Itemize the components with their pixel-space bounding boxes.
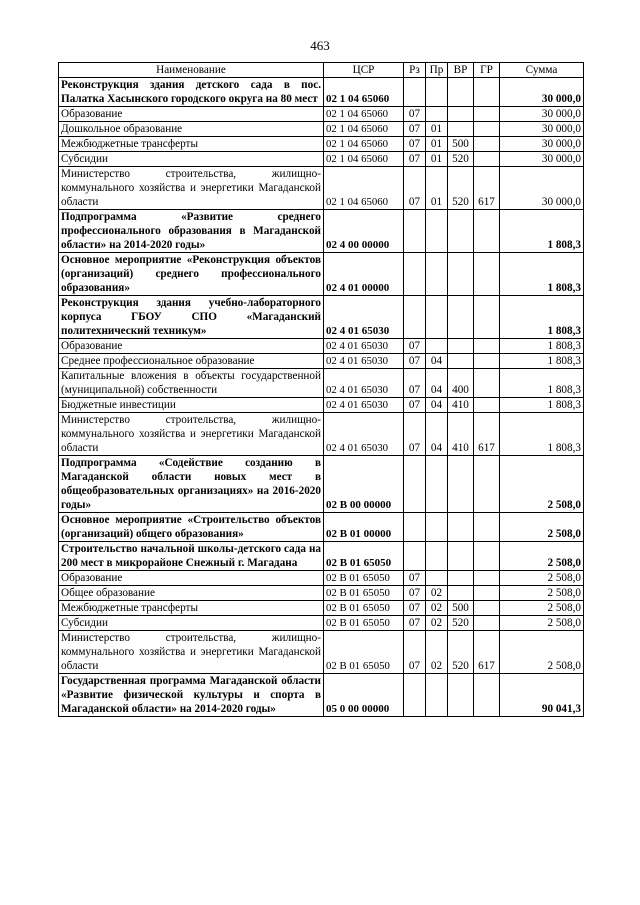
cell-rz: 07 bbox=[404, 339, 426, 354]
cell-gr bbox=[474, 296, 500, 339]
cell-csr: 02 В 01 65050 bbox=[324, 586, 404, 601]
cell-gr: 617 bbox=[474, 167, 500, 210]
cell-pr: 02 bbox=[426, 601, 448, 616]
cell-sum: 30 000,0 bbox=[500, 107, 584, 122]
table-row bbox=[59, 253, 584, 296]
cell-pr bbox=[426, 210, 448, 253]
cell-csr: 02 4 01 65030 bbox=[324, 413, 404, 456]
cell-rz: 07 bbox=[404, 616, 426, 631]
cell-vr: 520 bbox=[448, 616, 474, 631]
header-rz: Рз bbox=[404, 63, 426, 78]
cell-pr: 01 bbox=[426, 122, 448, 137]
cell-name: Министерство строительства, жилищно-коммунального хозяйства и энергетики Магаданской области bbox=[59, 413, 324, 456]
cell-rz bbox=[404, 78, 426, 107]
cell-sum: 2 508,0 bbox=[500, 586, 584, 601]
cell-gr bbox=[474, 354, 500, 369]
cell-pr: 01 bbox=[426, 167, 448, 210]
cell-pr bbox=[426, 339, 448, 354]
cell-csr: 02 4 01 65030 bbox=[324, 369, 404, 398]
cell-sum: 30 000,0 bbox=[500, 78, 584, 107]
table-row bbox=[59, 339, 584, 354]
cell-rz bbox=[404, 253, 426, 296]
cell-sum: 1 808,3 bbox=[500, 253, 584, 296]
cell-gr bbox=[474, 152, 500, 167]
cell-vr: 520 bbox=[448, 152, 474, 167]
cell-sum: 1 808,3 bbox=[500, 413, 584, 456]
cell-rz: 07 bbox=[404, 122, 426, 137]
cell-vr bbox=[448, 253, 474, 296]
cell-sum: 2 508,0 bbox=[500, 542, 584, 571]
cell-gr bbox=[474, 107, 500, 122]
budget-table bbox=[58, 62, 584, 717]
cell-name: Государственная программа Магаданской области «Развитие физической культуры и спорта в Магаданской области» на 2014-2020 годы» bbox=[59, 674, 324, 717]
cell-sum: 30 000,0 bbox=[500, 137, 584, 152]
cell-sum: 1 808,3 bbox=[500, 398, 584, 413]
cell-rz: 07 bbox=[404, 586, 426, 601]
cell-sum: 30 000,0 bbox=[500, 167, 584, 210]
cell-sum: 1 808,3 bbox=[500, 354, 584, 369]
cell-csr: 02 В 01 00000 bbox=[324, 513, 404, 542]
cell-sum: 1 808,3 bbox=[500, 296, 584, 339]
cell-vr bbox=[448, 571, 474, 586]
cell-sum: 2 508,0 bbox=[500, 631, 584, 674]
cell-rz: 07 bbox=[404, 398, 426, 413]
cell-gr bbox=[474, 674, 500, 717]
cell-pr: 02 bbox=[426, 631, 448, 674]
cell-gr bbox=[474, 137, 500, 152]
cell-gr bbox=[474, 456, 500, 513]
table-row bbox=[59, 210, 584, 253]
cell-sum: 2 508,0 bbox=[500, 616, 584, 631]
table-row bbox=[59, 137, 584, 152]
cell-csr: 02 4 01 00000 bbox=[324, 253, 404, 296]
cell-vr: 410 bbox=[448, 398, 474, 413]
cell-sum: 2 508,0 bbox=[500, 601, 584, 616]
cell-rz bbox=[404, 456, 426, 513]
cell-gr bbox=[474, 339, 500, 354]
cell-vr bbox=[448, 456, 474, 513]
cell-vr bbox=[448, 122, 474, 137]
table-row bbox=[59, 107, 584, 122]
cell-gr bbox=[474, 78, 500, 107]
cell-csr: 02 1 04 65060 bbox=[324, 137, 404, 152]
cell-name: Подпрограмма «Развитие среднего профессионального образования в Магаданской области» на 2014-2020 годы» bbox=[59, 210, 324, 253]
cell-gr bbox=[474, 253, 500, 296]
cell-rz bbox=[404, 210, 426, 253]
cell-name: Министерство строительства, жилищно-коммунального хозяйства и энергетики Магаданской области bbox=[59, 631, 324, 674]
cell-name: Реконструкция здания учебно-лабораторного корпуса ГБОУ СПО «Магаданский политехнический техникум» bbox=[59, 296, 324, 339]
cell-csr: 02 В 01 65050 bbox=[324, 616, 404, 631]
cell-rz: 07 bbox=[404, 167, 426, 210]
cell-csr: 02 1 04 65060 bbox=[324, 107, 404, 122]
cell-name: Подпрограмма «Содействие созданию в Магаданской области новых мест в общеобразовательных организациях» на 2016-2020 годы» bbox=[59, 456, 324, 513]
cell-rz: 07 bbox=[404, 631, 426, 674]
cell-vr: 500 bbox=[448, 601, 474, 616]
cell-pr: 02 bbox=[426, 616, 448, 631]
cell-sum: 2 508,0 bbox=[500, 456, 584, 513]
table-row bbox=[59, 167, 584, 210]
cell-pr: 04 bbox=[426, 398, 448, 413]
cell-pr bbox=[426, 296, 448, 339]
cell-pr bbox=[426, 513, 448, 542]
cell-name: Субсидии bbox=[59, 616, 324, 631]
cell-name: Строительство начальной школы-детского сада на 200 мест в микрорайоне Снежный г. Магадана bbox=[59, 542, 324, 571]
cell-gr: 617 bbox=[474, 413, 500, 456]
table-row bbox=[59, 296, 584, 339]
cell-rz bbox=[404, 674, 426, 717]
cell-rz: 07 bbox=[404, 601, 426, 616]
cell-sum: 1 808,3 bbox=[500, 210, 584, 253]
cell-pr: 01 bbox=[426, 152, 448, 167]
cell-gr bbox=[474, 616, 500, 631]
table-body bbox=[59, 78, 584, 717]
cell-pr: 04 bbox=[426, 413, 448, 456]
cell-csr: 02 4 00 00000 bbox=[324, 210, 404, 253]
cell-pr: 01 bbox=[426, 137, 448, 152]
cell-sum: 2 508,0 bbox=[500, 513, 584, 542]
cell-sum: 1 808,3 bbox=[500, 339, 584, 354]
cell-rz: 07 bbox=[404, 354, 426, 369]
cell-vr bbox=[448, 107, 474, 122]
cell-rz bbox=[404, 513, 426, 542]
cell-sum: 1 808,3 bbox=[500, 369, 584, 398]
cell-vr: 520 bbox=[448, 631, 474, 674]
cell-rz: 07 bbox=[404, 413, 426, 456]
cell-name: Субсидии bbox=[59, 152, 324, 167]
table-row bbox=[59, 354, 584, 369]
cell-vr bbox=[448, 674, 474, 717]
table-row bbox=[59, 398, 584, 413]
cell-pr bbox=[426, 571, 448, 586]
table-row bbox=[59, 456, 584, 513]
cell-name: Министерство строительства, жилищно-коммунального хозяйства и энергетики Магаданской области bbox=[59, 167, 324, 210]
cell-csr: 02 4 01 65030 bbox=[324, 398, 404, 413]
cell-name: Образование bbox=[59, 107, 324, 122]
cell-rz: 07 bbox=[404, 369, 426, 398]
table-row bbox=[59, 586, 584, 601]
cell-gr bbox=[474, 571, 500, 586]
table-row bbox=[59, 413, 584, 456]
table-row bbox=[59, 152, 584, 167]
page-number: 463 bbox=[310, 38, 330, 53]
cell-pr: 02 bbox=[426, 586, 448, 601]
cell-rz: 07 bbox=[404, 107, 426, 122]
header-name: Наименование bbox=[59, 63, 324, 78]
cell-gr bbox=[474, 601, 500, 616]
cell-csr: 02 1 04 65060 bbox=[324, 167, 404, 210]
cell-name: Основное мероприятие «Реконструкция объектов (организаций) среднего профессионального образования» bbox=[59, 253, 324, 296]
table-row bbox=[59, 616, 584, 631]
cell-gr bbox=[474, 210, 500, 253]
cell-name: Капитальные вложения в объекты государственной (муниципальной) собственности bbox=[59, 369, 324, 398]
header-pr: Пр bbox=[426, 63, 448, 78]
cell-vr: 410 bbox=[448, 413, 474, 456]
cell-name: Реконструкция здания детского сада в пос. Палатка Хасынского городского округа на 80 мест bbox=[59, 78, 324, 107]
cell-pr: 04 bbox=[426, 369, 448, 398]
table-row bbox=[59, 542, 584, 571]
cell-csr: 02 В 01 65050 bbox=[324, 571, 404, 586]
table-row bbox=[59, 513, 584, 542]
table-row bbox=[59, 601, 584, 616]
cell-pr bbox=[426, 456, 448, 513]
cell-name: Бюджетные инвестиции bbox=[59, 398, 324, 413]
cell-name: Образование bbox=[59, 571, 324, 586]
cell-gr bbox=[474, 398, 500, 413]
cell-name: Дошкольное образование bbox=[59, 122, 324, 137]
cell-pr bbox=[426, 253, 448, 296]
cell-vr: 400 bbox=[448, 369, 474, 398]
cell-csr: 02 1 04 65060 bbox=[324, 122, 404, 137]
cell-vr bbox=[448, 542, 474, 571]
cell-csr: 02 В 01 65050 bbox=[324, 631, 404, 674]
cell-name: Среднее профессиональное образование bbox=[59, 354, 324, 369]
cell-sum: 30 000,0 bbox=[500, 152, 584, 167]
header-sum: Сумма bbox=[500, 63, 584, 78]
cell-vr bbox=[448, 586, 474, 601]
cell-sum: 30 000,0 bbox=[500, 122, 584, 137]
cell-gr bbox=[474, 542, 500, 571]
cell-pr bbox=[426, 542, 448, 571]
cell-pr bbox=[426, 78, 448, 107]
cell-pr bbox=[426, 674, 448, 717]
cell-vr: 520 bbox=[448, 167, 474, 210]
cell-pr bbox=[426, 107, 448, 122]
cell-csr: 02 В 00 00000 bbox=[324, 456, 404, 513]
cell-name: Общее образование bbox=[59, 586, 324, 601]
cell-csr: 02 1 04 65060 bbox=[324, 152, 404, 167]
header-vr: ВР bbox=[448, 63, 474, 78]
table-row bbox=[59, 631, 584, 674]
cell-name: Межбюджетные трансферты bbox=[59, 137, 324, 152]
cell-rz: 07 bbox=[404, 152, 426, 167]
cell-gr bbox=[474, 513, 500, 542]
cell-vr: 500 bbox=[448, 137, 474, 152]
table-row bbox=[59, 369, 584, 398]
table-row bbox=[59, 674, 584, 717]
cell-rz bbox=[404, 542, 426, 571]
cell-csr: 02 4 01 65030 bbox=[324, 339, 404, 354]
cell-gr bbox=[474, 122, 500, 137]
cell-sum: 2 508,0 bbox=[500, 571, 584, 586]
table-row bbox=[59, 78, 584, 107]
cell-vr bbox=[448, 354, 474, 369]
cell-pr: 04 bbox=[426, 354, 448, 369]
cell-gr bbox=[474, 369, 500, 398]
cell-gr bbox=[474, 586, 500, 601]
header-csr: ЦСР bbox=[324, 63, 404, 78]
cell-rz: 07 bbox=[404, 571, 426, 586]
table-header-row bbox=[59, 63, 584, 78]
cell-vr bbox=[448, 513, 474, 542]
cell-name: Межбюджетные трансферты bbox=[59, 601, 324, 616]
cell-name: Основное мероприятие «Строительство объектов (организаций) общего образования» bbox=[59, 513, 324, 542]
cell-gr: 617 bbox=[474, 631, 500, 674]
table-row bbox=[59, 571, 584, 586]
cell-vr bbox=[448, 78, 474, 107]
cell-csr: 02 В 01 65050 bbox=[324, 601, 404, 616]
cell-rz bbox=[404, 296, 426, 339]
cell-rz: 07 bbox=[404, 137, 426, 152]
header-gr: ГР bbox=[474, 63, 500, 78]
cell-sum: 90 041,3 bbox=[500, 674, 584, 717]
cell-csr: 02 4 01 65030 bbox=[324, 296, 404, 339]
cell-vr bbox=[448, 210, 474, 253]
table-row bbox=[59, 122, 584, 137]
cell-csr: 02 4 01 65030 bbox=[324, 354, 404, 369]
cell-vr bbox=[448, 296, 474, 339]
cell-name: Образование bbox=[59, 339, 324, 354]
cell-vr bbox=[448, 339, 474, 354]
cell-csr: 02 В 01 65050 bbox=[324, 542, 404, 571]
cell-csr: 02 1 04 65060 bbox=[324, 78, 404, 107]
cell-csr: 05 0 00 00000 bbox=[324, 674, 404, 717]
